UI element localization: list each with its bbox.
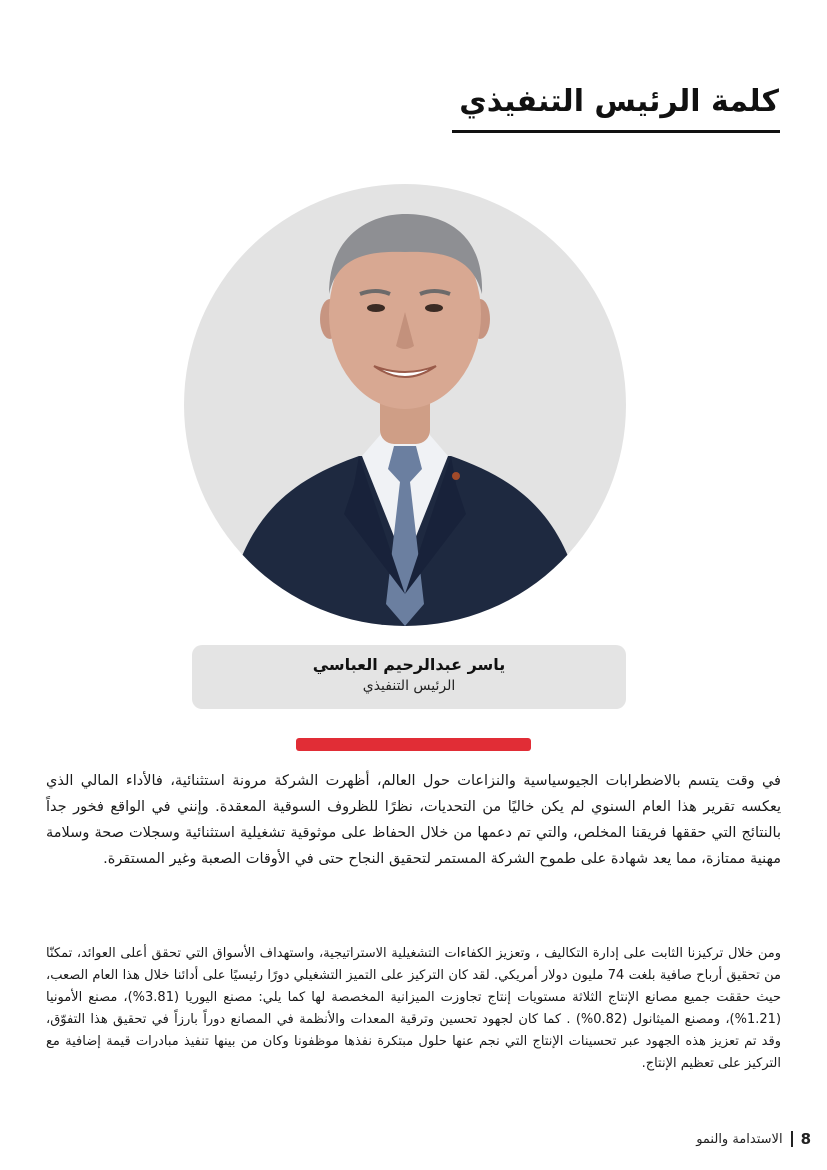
title-underline <box>452 130 780 133</box>
page-number: 8 <box>800 1130 811 1148</box>
footer-section-title: الاستدامة والنمو <box>696 1131 783 1147</box>
person-portrait-illustration <box>184 184 626 626</box>
body-paragraph-1: في وقت يتسم بالاضطرابات الجيوسياسية والنزاعات حول العالم، أظهرت الشركة مرونة استثنائية، فالأداء المالي الذي يعكسه تقرير هذا العام السنوي لم يكن خاليًا من التحديات، نظرًا للظروف السوقية المعقدة. وإنني في الواقع فخور جداً بالنتائج التي حققها فريقنا المخلص، والتي تم دعمها من خلال الحفاظ على موثوقية تشغيلية استثنائية وسجلات صحة وسلامة مهنية ممتازة، مما يعد شهادة على طموح الشركة المستمر لتحقيق النجاح حتى في الأوقات الصعبة وغير المستقرة. <box>46 773 781 867</box>
person-role: الرئيس التنفيذي <box>362 678 456 694</box>
portrait-photo <box>184 184 626 626</box>
person-name: ياسر عبدالرحيم العباسي <box>312 655 506 674</box>
page-footer <box>696 1130 811 1148</box>
accent-divider <box>296 738 531 751</box>
footer-separator <box>791 1131 793 1147</box>
body-paragraph-2: ومن خلال تركيزنا الثابت على إدارة التكاليف ، وتعزيز الكفاءات التشغيلية الاستراتيجية، واستهداف الأسواق التي تحقق أعلى العوائد، تمكنّا من تحقيق أرباح صافية بلغت 74 مليون دولار أمريكي. لقد كان التركيز على التميز التشغيلي دورًا رئيسيًا على أدائنا خلال هذا العام الصعب، حيث حققت جميع مصانع الإنتاج الثلاثة مستويات إنتاج تجاوزت الميزانية المخصصة لها كما يلي: مصنع اليوريا (3.81%)، مصنع الأمونيا (1.21%)، ومصنع الميثانول (0.82%) . كما كان لجهود تحسين وترقية المعدات والأنظمة في المصانع دوراً بارزاً في تحقيق هذا التفوّق، وقد تم تعزيز هذه الجهود عبر تحسينات الإنتاج التي نجم عنها حلول مبتكرة نفذها موظفونا وكان من بينها تنفيذ مبادرات قيمة إضافية مع التركيز على تعظيم الإنتاج. <box>46 946 782 1071</box>
page-title: كلمة الرئيس التنفيذي <box>459 84 779 119</box>
name-card <box>192 645 626 709</box>
